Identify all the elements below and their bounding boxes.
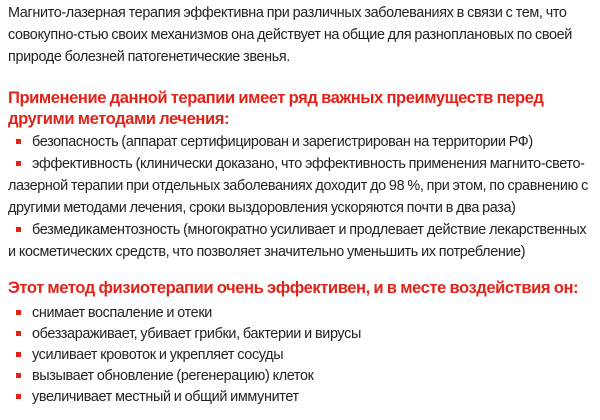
list-item: [8, 131, 592, 153]
intro-paragraph: Магнито-лазерная терапия эффективна при различных заболеваниях в связи с тем, что совокупно-стью своих механизмов она действует на общие для разноплановых по своей природе болезней патогенетические звенья.: [8, 5, 572, 65]
list-item: [8, 324, 592, 345]
list-item-text: усиливает кровоток и укрепляет сосуды: [32, 347, 284, 363]
list-item-text: снимает воспаление и отеки: [32, 305, 212, 321]
square-bullet-icon: [16, 310, 21, 315]
list-item-text: увеличивает местный и общий иммунитет: [32, 389, 299, 405]
list-item-text: безмедикаментозность (многократно усиливает и продлевает действие лекарственных и косметических средств, что позволяет значительно уменьшить их потребление): [8, 222, 587, 260]
list-item-text: эффективность (клинически доказано, что эффективность применения магнито-свето-лазерной терапии при отдельных заболеваниях доходит до 98 %, при этом, по сравнению с другими методами лечения, сроки выздоровления ускоряются почти в два раза): [8, 156, 588, 216]
square-bullet-icon: [16, 161, 21, 166]
list-item-text: обеззараживает, убивает грибки, бактерии и вирусы: [32, 326, 361, 342]
list-item: [8, 366, 592, 387]
square-bullet-icon: [16, 352, 21, 357]
effects-heading: Этот метод физиотерапии очень эффективен, и в месте воздействия он:: [8, 278, 579, 297]
square-bullet-icon: [16, 394, 21, 399]
list-item: [8, 345, 592, 366]
square-bullet-icon: [16, 331, 21, 336]
effects-list: [8, 303, 592, 408]
square-bullet-icon: [16, 373, 21, 378]
list-item-text: вызывает обновление (регенерацию) клеток: [32, 368, 314, 384]
list-item: [8, 387, 592, 408]
advantages-heading: Применение данной терапии имеет ряд важных преимуществ перед другими методами лечения:: [8, 88, 544, 128]
square-bullet-icon: [16, 139, 21, 144]
list-item-text: безопасность (аппарат сертифицирован и зарегистрирован на территории РФ): [32, 134, 533, 150]
list-item: [8, 219, 592, 263]
list-item: [8, 303, 592, 324]
list-item: [8, 153, 592, 219]
advantages-list: [8, 131, 592, 263]
square-bullet-icon: [16, 227, 21, 232]
